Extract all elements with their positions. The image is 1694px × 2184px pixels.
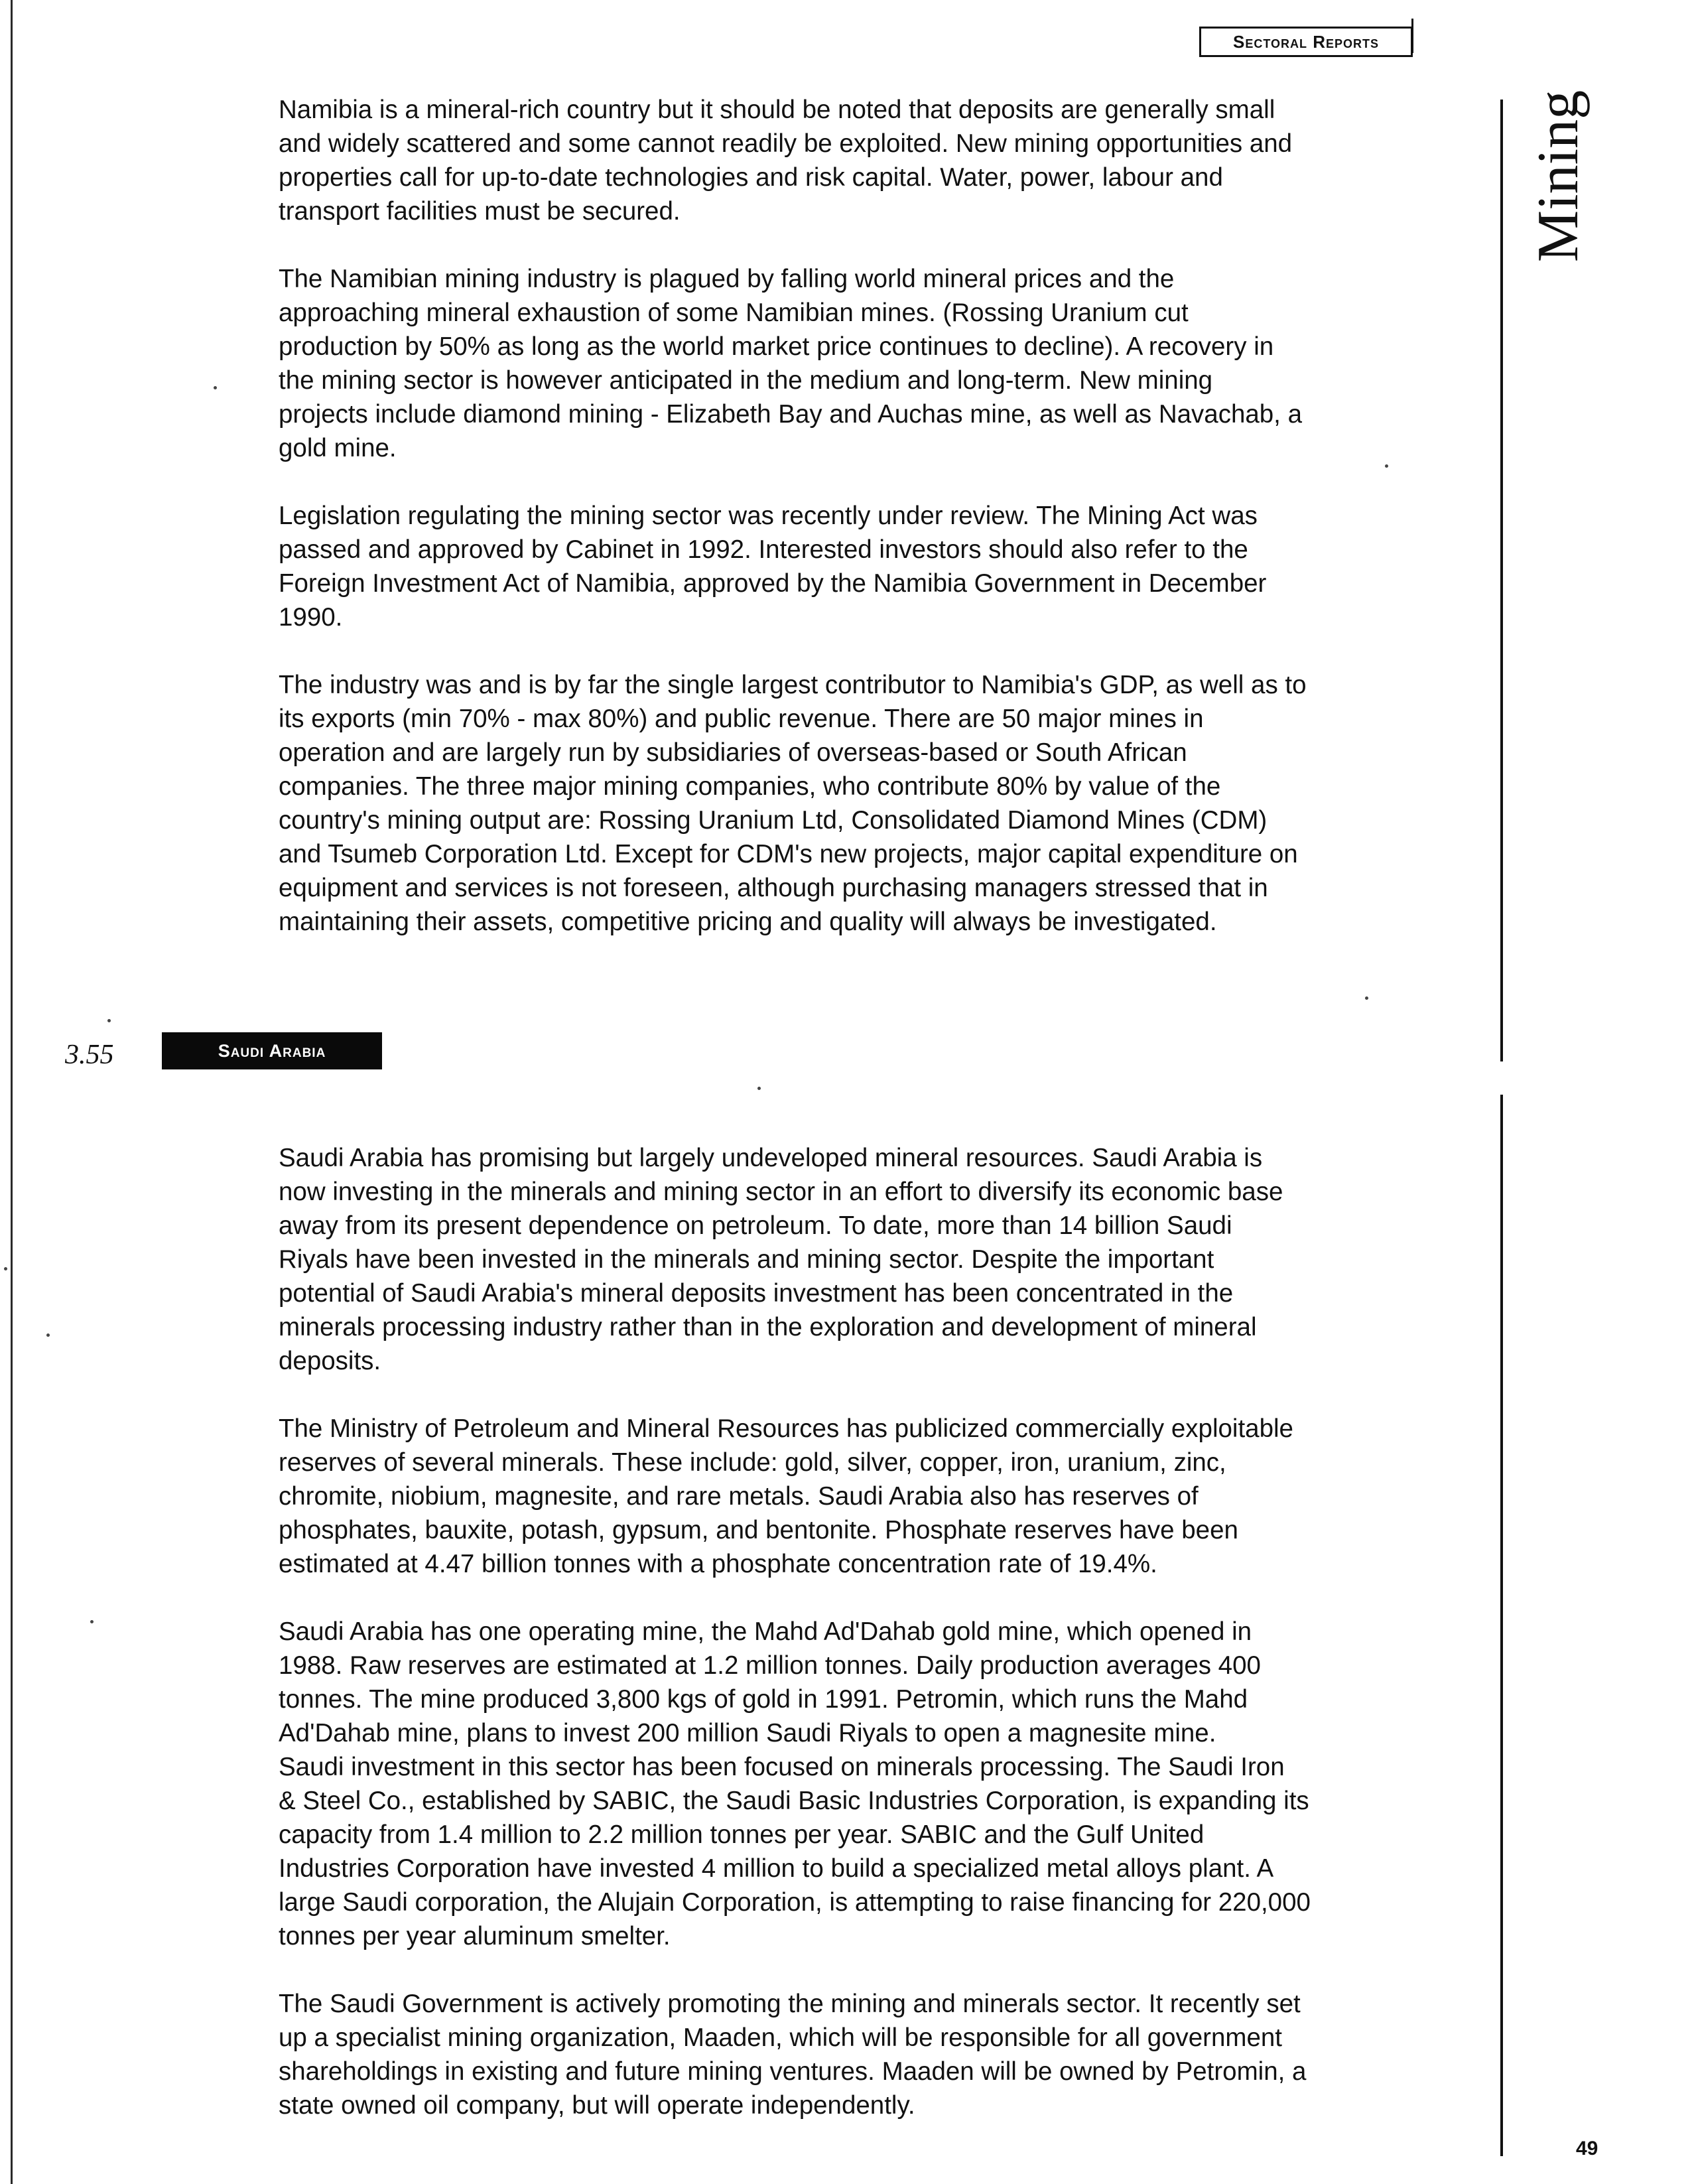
scan-speck [1365, 996, 1368, 1000]
scan-speck [90, 1620, 94, 1623]
paragraph: The industry was and is by far the single largest contributor to Namibia's GDP, as well as to its exports (min 70% - max 80%) and public revenue. There are 50 major mines in operation and are largely run by subsidiaries of overseas-based or South African companies. The three major mining companies, who contribute 80% by value of the country's mining output are: Rossing Uranium Ltd, Consolidated Diamond Mines (CDM) and Tsumeb Corporation Ltd. Except for CDM's new projects, major capital expenditure on equipment and services is not foreseen, although purchasing managers stressed that in maintaining their assets, competitive pricing and quality will always be investigated. [279, 671, 1307, 936]
paragraph: Saudi Arabia has promising but largely undeveloped mineral resources. Saudi Arabia is now investing in the minerals and mining sector in an effort to diversify its economic base away from its present dependence on petroleum. To date, more than 14 billion Saudi Riyals have been invested in the minerals and mining sector. Despite the important potential of Saudi Arabia's mineral deposits investment has been concentrated in the minerals processing industry rather than in the exploration and development of mineral deposits. [279, 1144, 1283, 1375]
section-header-label: Sectoral Reports [1199, 27, 1413, 57]
paragraph: The Saudi Government is actively promoting the mining and minerals sector. It recently set up a specialist mining organization, Maaden, which will be responsible for all government shareholdings in existing and future mining ventures. Maaden will be owned by Petromin, a state owned oil company, but will operate independently. [279, 1990, 1307, 2120]
namibia-section [279, 93, 1433, 939]
left-margin-rule [11, 0, 13, 2184]
page-number: 49 [1576, 2138, 1598, 2159]
scan-speck [46, 1333, 50, 1337]
paragraph: The Ministry of Petroleum and Mineral Resources has publicized commercially exploitable reserves of several minerals. These include: gold, silver, copper, iron, uranium, zinc, chromite, niobium, magnesite, and rare metals. Saudi Arabia also has reserves of phosphates, bauxite, potash, gypsum, and bentonite. Phosphate reserves have been estimated at 4.47 billion tonnes with a phosphate concentration rate of 19.4%. [279, 1414, 1293, 1578]
section-number: 3.55 [65, 1040, 114, 1070]
header-box-tick [1411, 19, 1413, 53]
side-tab [1519, 90, 1598, 262]
scan-speck [1385, 464, 1388, 468]
scan-speck [4, 1267, 7, 1270]
paragraph: Legislation regulating the mining sector was recently under review. The Mining Act was passed and approved by Cabinet in 1992. Interested investors should also refer to the Foreign Investment Act of Namibia, approved by the Namibia Government in December 1990. [279, 502, 1267, 632]
paragraph: Saudi Arabia has one operating mine, the Mahd Ad'Dahab gold mine, which opened in 1988. Raw reserves are estimated at 1.2 million tonnes. Daily production averages 400 tonnes. The mine produced 3,800 kgs of gold in 1991. Petromin, which runs the Mahd Ad'Dahab mine, plans to invest 200 million Saudi Riyals to open a magnesite mine. Saudi investment in this sector has been focused on minerals processing. The Saudi Iron & Steel Co., established by SABIC, the Saudi Basic Industries Corporation, is expanding its capacity from 1.4 million to 2.2 million tonnes per year. SABIC and the Gulf United Industries Corporation have invested 4 million to build a specialized metal alloys plant. A large Saudi corporation, the Alujain Corporation, is attempting to raise financing for 220,000 tonnes per year aluminum smelter. [279, 1617, 1311, 1950]
scan-speck [107, 1019, 111, 1022]
side-rule-bottom [1500, 1095, 1503, 2156]
paragraph: The Namibian mining industry is plagued by falling world mineral prices and the approaching mineral exhaustion of some Namibian mines. (Rossing Uranium cut production by 50% as long as the world market price continues to decline). A recovery in the mining sector is however anticipated in the medium and long-term. New mining projects include diamond mining - Elizabeth Bay and Auchas mine, as well as Navachab, a gold mine. [279, 265, 1302, 462]
side-rule-top [1500, 100, 1503, 1061]
side-tab-label: Mining [1526, 90, 1591, 262]
scan-speck [214, 386, 217, 389]
scan-speck [757, 1087, 761, 1090]
section-title: Saudi Arabia [162, 1032, 382, 1069]
paragraph: Namibia is a mineral-rich country but it should be noted that deposits are generally small and widely scattered and some cannot readily be exploited. New mining opportunities and properties call for up-to-date technologies and risk capital. Water, power, labour and transport facilities must be secured. [279, 96, 1293, 226]
saudi-section [279, 1141, 1433, 2122]
